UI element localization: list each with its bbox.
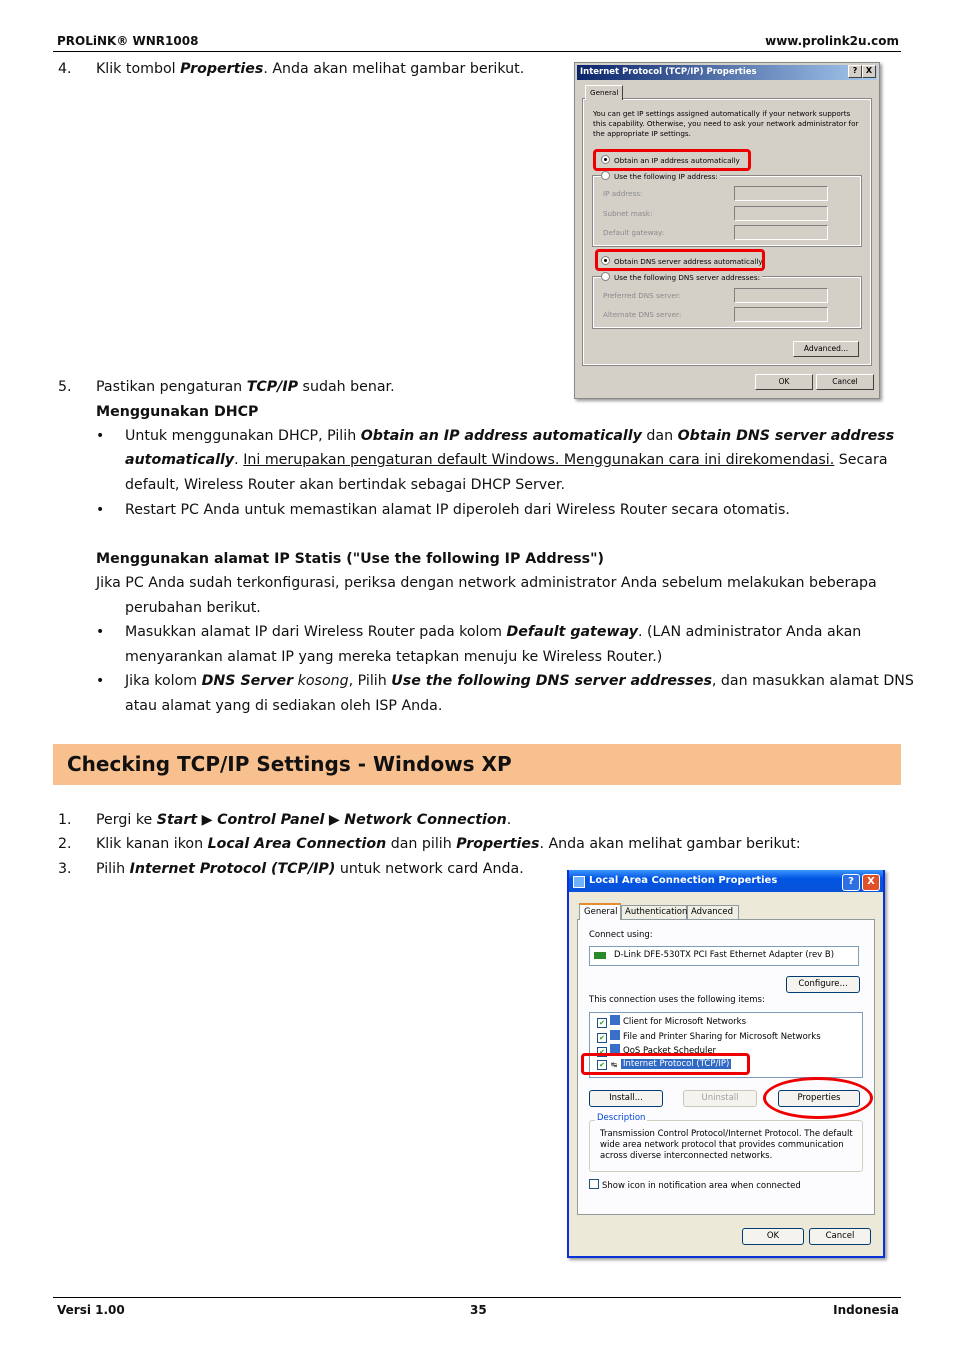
network-icon xyxy=(573,876,585,888)
help-icon[interactable]: ? xyxy=(848,65,862,78)
tab-authentication[interactable]: Authentication xyxy=(621,905,687,919)
checkbox-unchecked-icon[interactable] xyxy=(589,1179,599,1189)
advanced-button[interactable]: Advanced... xyxy=(793,341,859,357)
close-icon[interactable]: X xyxy=(862,874,880,891)
list-item[interactable]: ✔ QoS Packet Scheduler xyxy=(597,1044,716,1057)
description-line: this capability. Otherwise, you need to ask your network administrator for xyxy=(593,119,859,128)
items-label: This connection uses the following items: xyxy=(589,995,765,1005)
configure-button[interactable]: Configure... xyxy=(786,976,860,993)
subnet-mask-field[interactable] xyxy=(734,206,828,221)
step-2-text: Klik kanan ikon Local Area Connection dan pilih Properties. Anda akan melihat gambar berikut: xyxy=(96,836,801,852)
default-gateway-field[interactable] xyxy=(734,225,828,240)
lan-properties-dialog xyxy=(567,870,885,1258)
list-item[interactable]: ✔ File and Printer Sharing for Microsoft Networks xyxy=(597,1030,821,1043)
tcpip-properties-dialog xyxy=(574,62,880,399)
adapter-field: D-Link DFE-530TX PCI Fast Ethernet Adapter (rev B) xyxy=(589,946,859,966)
step-4-text: Klik tombol Properties. Anda akan melihat gambar berikut. xyxy=(96,61,525,77)
description-line: wide area network protocol that provides communication xyxy=(600,1140,844,1150)
header-website: www.prolink2u.com xyxy=(765,34,899,48)
radio-unselected-icon xyxy=(601,171,610,180)
ip-address-label: IP address: xyxy=(603,189,643,198)
client-icon xyxy=(610,1015,620,1025)
subnet-mask-label: Subnet mask: xyxy=(603,209,653,218)
default-gateway-label: Default gateway: xyxy=(603,228,665,237)
tab-advanced[interactable]: Advanced xyxy=(687,905,739,919)
properties-button[interactable]: Properties xyxy=(778,1090,860,1107)
preferred-dns-field[interactable] xyxy=(734,288,828,303)
section-title: Checking TCP/IP Settings - Windows XP xyxy=(67,752,512,776)
ok-button[interactable]: OK xyxy=(755,374,813,390)
static-paragraph-line-2: perubahan berikut. xyxy=(125,600,261,616)
cancel-button[interactable]: Cancel xyxy=(809,1228,871,1245)
step-1-text: Pergi ke Start ▶ Control Panel ▶ Network Connection. xyxy=(96,812,512,828)
step-5-text: Pastikan pengaturan TCP/IP sudah benar. xyxy=(96,379,395,395)
arrow-right-icon: ▶ xyxy=(201,812,213,828)
footer-version: Versi 1.00 xyxy=(57,1303,125,1317)
step-4-number: 4. xyxy=(58,61,72,77)
static-bullet-2-line-1: Jika kolom DNS Server kosong, Pilih Use the following DNS server addresses, dan masukkan alamat DNS xyxy=(125,673,914,689)
description-line: across diverse interconnected networks. xyxy=(600,1151,773,1161)
dhcp-bullet-1-line-1: Untuk menggunakan DHCP, Pilih Obtain an IP address automatically dan Obtain DNS server address xyxy=(125,428,895,444)
footer-language: Indonesia xyxy=(833,1303,899,1317)
show-icon-checkbox[interactable]: Show icon in notification area when connected xyxy=(589,1179,801,1191)
bullet-icon: • xyxy=(96,624,105,640)
alternate-dns-label: Alternate DNS server: xyxy=(603,310,682,319)
tab-general[interactable]: General xyxy=(585,85,623,100)
cancel-button[interactable]: Cancel xyxy=(816,374,874,390)
close-icon[interactable]: X xyxy=(862,65,876,78)
step-3-number: 3. xyxy=(58,861,72,877)
header-product: PROLiNK® WNR1008 xyxy=(57,34,199,48)
radio-use-following-ip[interactable]: Use the following IP address: xyxy=(601,171,720,181)
checkbox-checked-icon[interactable]: ✔ xyxy=(597,1060,607,1070)
checkbox-checked-icon[interactable]: ✔ xyxy=(597,1033,607,1043)
footer-page-number: 35 xyxy=(470,1303,487,1317)
description-line: the appropriate IP settings. xyxy=(593,129,691,138)
highlight-box xyxy=(595,249,765,271)
list-item[interactable]: ✔ Client for Microsoft Networks xyxy=(597,1015,746,1028)
description-line: You can get IP settings assigned automatically if your network supports xyxy=(593,109,851,118)
step-2-number: 2. xyxy=(58,836,72,852)
footer-rule xyxy=(53,1297,901,1298)
bullet-icon: • xyxy=(96,673,105,689)
radio-obtain-dns-auto[interactable]: Obtain DNS server address automatically xyxy=(601,256,763,266)
step-5-number: 5. xyxy=(58,379,72,395)
ok-button[interactable]: OK xyxy=(742,1228,804,1245)
connect-using-label: Connect using: xyxy=(589,930,653,940)
arrow-right-icon: ▶ xyxy=(328,812,340,828)
dhcp-bullet-1-line-3: default, Wireless Router akan bertindak sebagai DHCP Server. xyxy=(125,477,565,493)
protocol-icon: ↹ xyxy=(611,1061,617,1069)
static-bullet-2-line-2: atau alamat yang di sediakan oleh ISP Anda. xyxy=(125,698,443,714)
dialog-title-bar: Local Area Connection Properties xyxy=(569,870,883,892)
static-ip-heading: Menggunakan alamat IP Statis ("Use the following IP Address") xyxy=(96,551,604,567)
radio-unselected-icon xyxy=(601,272,610,281)
dhcp-bullet-1-line-2: automatically. Ini merupakan pengaturan default Windows. Menggunakan cara ini direkomendasi. Secara xyxy=(125,452,888,468)
dhcp-heading: Menggunakan DHCP xyxy=(96,404,259,420)
uninstall-button[interactable]: Uninstall xyxy=(683,1090,757,1107)
section-banner xyxy=(53,744,901,785)
highlight-box xyxy=(593,149,751,171)
highlight-ellipse xyxy=(763,1077,873,1119)
bullet-icon: • xyxy=(96,502,105,518)
dialog-title-bar: Internet Protocol (TCP/IP) Properties xyxy=(577,65,877,80)
description-label: Description xyxy=(597,1113,646,1123)
service-icon xyxy=(610,1030,620,1040)
radio-obtain-ip-auto[interactable]: Obtain an IP address automatically xyxy=(601,155,740,165)
dhcp-bullet-2: Restart PC Anda untuk memastikan alamat IP diperoleh dari Wireless Router secara otomatis. xyxy=(125,502,790,518)
highlight-box xyxy=(581,1053,750,1075)
static-bullet-1-line-2: menyarankan alamat IP yang mereka tetapkan menuju ke Wireless Router.) xyxy=(125,649,663,665)
ip-address-field[interactable] xyxy=(734,186,828,201)
install-button[interactable]: Install... xyxy=(589,1090,663,1107)
preferred-dns-label: Preferred DNS server: xyxy=(603,291,682,300)
checkbox-checked-icon[interactable]: ✔ xyxy=(597,1018,607,1028)
alternate-dns-field[interactable] xyxy=(734,307,828,322)
header-rule xyxy=(53,51,901,52)
static-bullet-1-line-1: Masukkan alamat IP dari Wireless Router pada kolom Default gateway. (LAN administrator Anda akan xyxy=(125,624,862,640)
bullet-icon: • xyxy=(96,428,105,444)
description-line: Transmission Control Protocol/Internet Protocol. The default xyxy=(600,1129,853,1139)
radio-use-following-dns[interactable]: Use the following DNS server addresses: xyxy=(601,272,762,282)
static-paragraph-line-1: Jika PC Anda sudah terkonfigurasi, periksa dengan network administrator Anda sebelum melakukan beberapa xyxy=(96,575,877,591)
checkbox-checked-icon[interactable]: ✔ xyxy=(597,1047,607,1057)
list-item-selected[interactable]: ✔ ↹ Internet Protocol (TCP/IP) xyxy=(597,1059,731,1070)
help-icon[interactable]: ? xyxy=(842,874,860,891)
tab-general[interactable]: General xyxy=(579,903,621,920)
step-1-number: 1. xyxy=(58,812,72,828)
network-card-icon xyxy=(594,952,606,959)
step-3-text: Pilih Internet Protocol (TCP/IP) untuk network card Anda. xyxy=(96,861,524,877)
